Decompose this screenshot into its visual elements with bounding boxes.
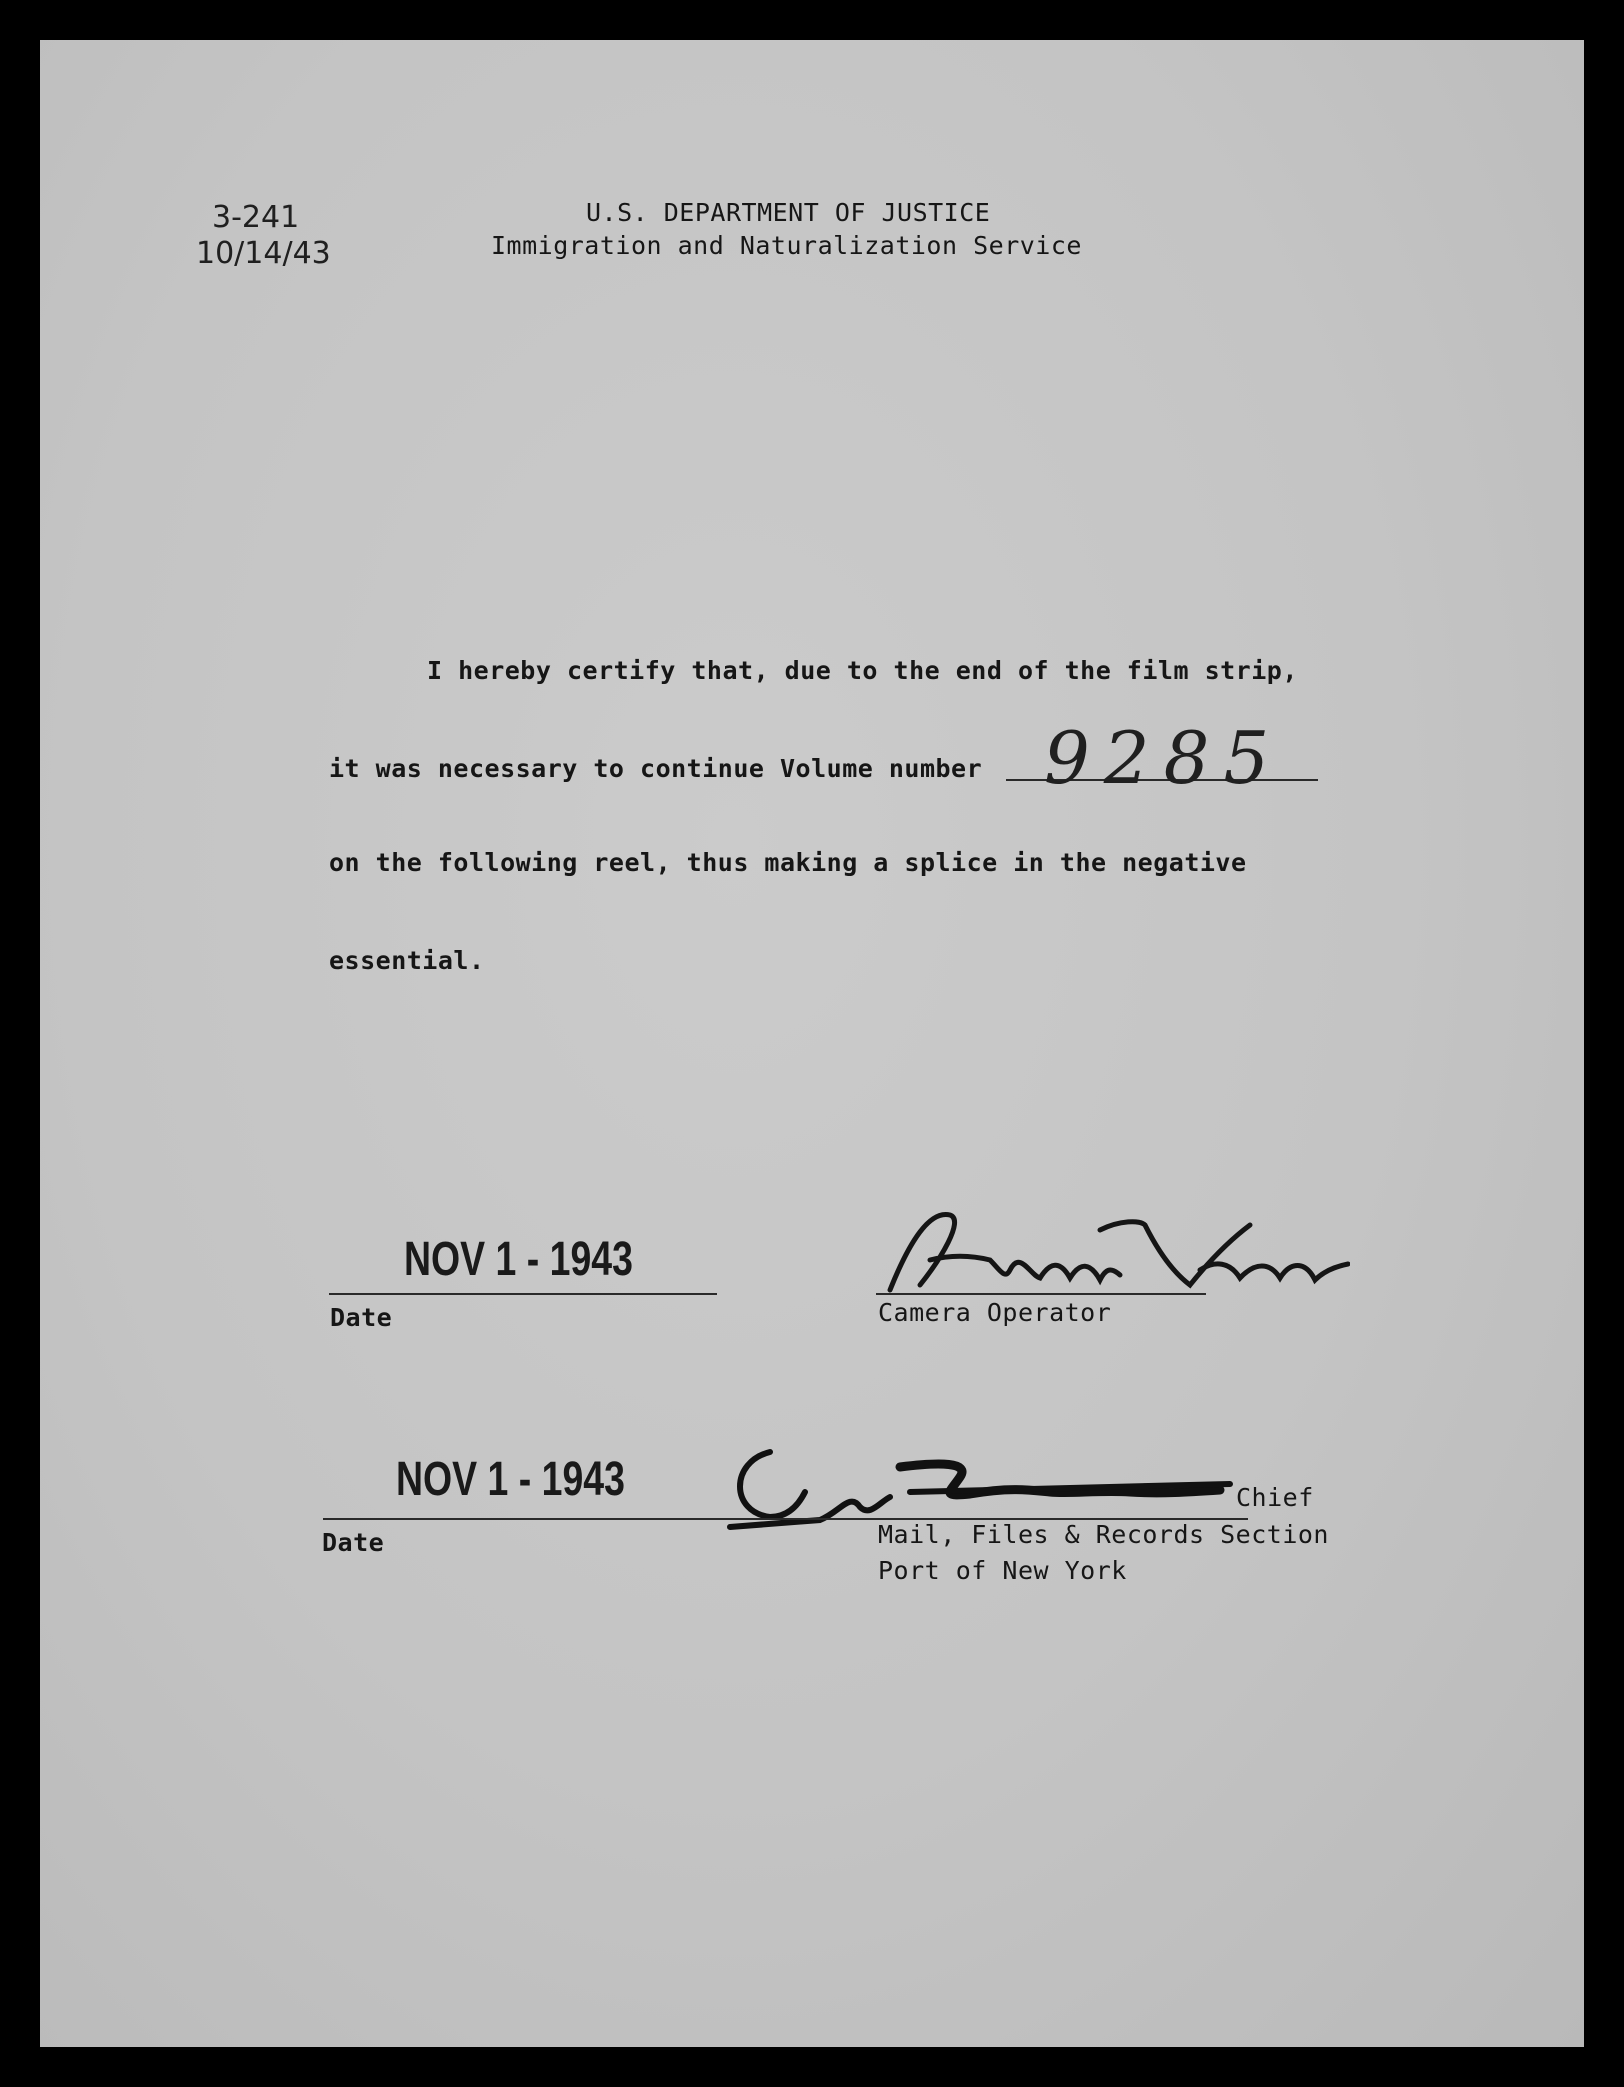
body-line-2: it was necessary to continue Volume number [329,754,983,783]
body-line-3: on the following reel, thus making a splice in the negative [329,848,1247,877]
date-label-1: Date [330,1303,393,1332]
form-number: 3-241 [212,200,300,235]
date-line-2 [323,1518,718,1520]
section-title: Mail, Files & Records Section [878,1520,1329,1549]
chief-title: Chief [1236,1483,1314,1512]
date-stamp-1: NOV 1 - 1943 [404,1233,633,1286]
camera-operator-title: Camera Operator [878,1298,1112,1327]
date-label-2: Date [322,1528,385,1557]
date-line-1 [329,1293,717,1295]
service-heading: Immigration and Naturalization Service [491,231,1082,260]
camera-operator-signature [870,1200,1350,1300]
document-page [40,40,1584,2047]
camera-operator-line [876,1293,1206,1295]
body-line-1: I hereby certify that, due to the end of the film strip, [427,656,1298,685]
date-stamp-2: NOV 1 - 1943 [396,1453,625,1506]
port-title: Port of New York [878,1556,1127,1585]
body-line-4: essential. [329,946,485,975]
agency-heading: U.S. DEPARTMENT OF JUSTICE [586,198,991,227]
form-date: 10/14/43 [196,236,331,271]
volume-number: 9285 [1044,716,1284,800]
